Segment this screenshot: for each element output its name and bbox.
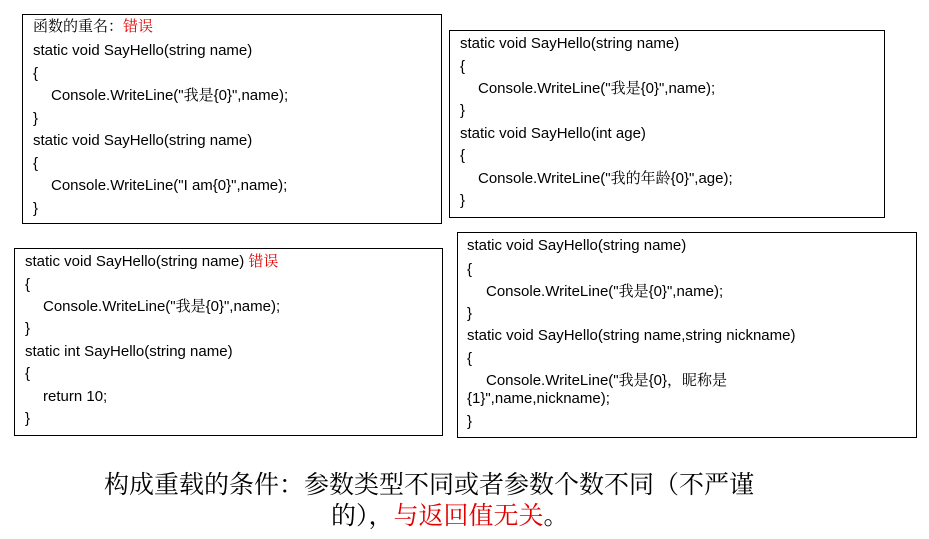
code-line: { <box>25 276 31 293</box>
code-line: Console.WriteLine("我是{0}",name); <box>486 283 724 300</box>
code-line: { <box>33 155 39 172</box>
box1-title <box>33 18 153 36</box>
code-line: { <box>467 261 473 278</box>
conclusion-line-2-start: 的）， <box>331 501 394 530</box>
code-line: static void SayHello(string name) <box>460 35 680 52</box>
code-line: { <box>467 350 473 367</box>
box3-first-line <box>25 253 278 271</box>
code-line: } <box>33 200 39 217</box>
code-line: Console.WriteLine("I am{0}",name); <box>51 177 288 194</box>
code-line: } <box>467 413 473 430</box>
conclusion-line-2-end: 。 <box>543 501 569 530</box>
code-line: Console.WriteLine("我是{0}",name); <box>51 87 289 104</box>
box1-title-text: 函数的重名： <box>33 18 124 35</box>
code-box-return-type <box>14 248 443 436</box>
box3-error-label: 错误 <box>248 253 279 270</box>
code-line: { <box>33 65 39 82</box>
code-line: Console.WriteLine("我是{0}",name); <box>478 80 716 97</box>
code-line: { <box>460 147 466 164</box>
code-line: Console.WriteLine("我是{0}",name); <box>43 298 281 315</box>
conclusion-line-1: 构成重载的条件：参数类型不同或者参数个数不同（不严谨 <box>104 470 755 499</box>
code-line: } <box>25 320 31 337</box>
code-line: static void SayHello(string name) <box>467 237 687 254</box>
code-box-param-type <box>449 30 885 218</box>
code-line: } <box>33 110 39 127</box>
code-line: Console.WriteLine("我是{0}，昵称是 <box>486 372 727 389</box>
code-line: } <box>460 192 466 209</box>
box1-title-error: 错误 <box>123 18 154 35</box>
code-line: static void SayHello(string name,string nickname) <box>467 327 796 344</box>
code-line: { <box>25 365 31 382</box>
code-line: {1}",name,nickname); <box>467 390 610 407</box>
code-box-name-conflict <box>22 14 442 224</box>
code-line: static void SayHello(string name) <box>25 253 249 270</box>
code-line: return 10; <box>43 388 108 405</box>
code-line: } <box>467 305 473 322</box>
code-line: } <box>460 102 466 119</box>
conclusion-highlight: 与返回值无关 <box>393 501 544 530</box>
code-box-param-count <box>457 232 917 438</box>
code-line: static void SayHello(string name) <box>33 42 253 59</box>
conclusion-line-2 <box>331 501 569 531</box>
code-line: } <box>25 410 31 427</box>
code-line: { <box>460 58 466 75</box>
code-line: static void SayHello(string name) <box>33 132 253 149</box>
code-line: static int SayHello(string name) <box>25 343 233 360</box>
code-line: Console.WriteLine("我的年龄{0}",age); <box>478 170 733 187</box>
code-line: static void SayHello(int age) <box>460 125 646 142</box>
